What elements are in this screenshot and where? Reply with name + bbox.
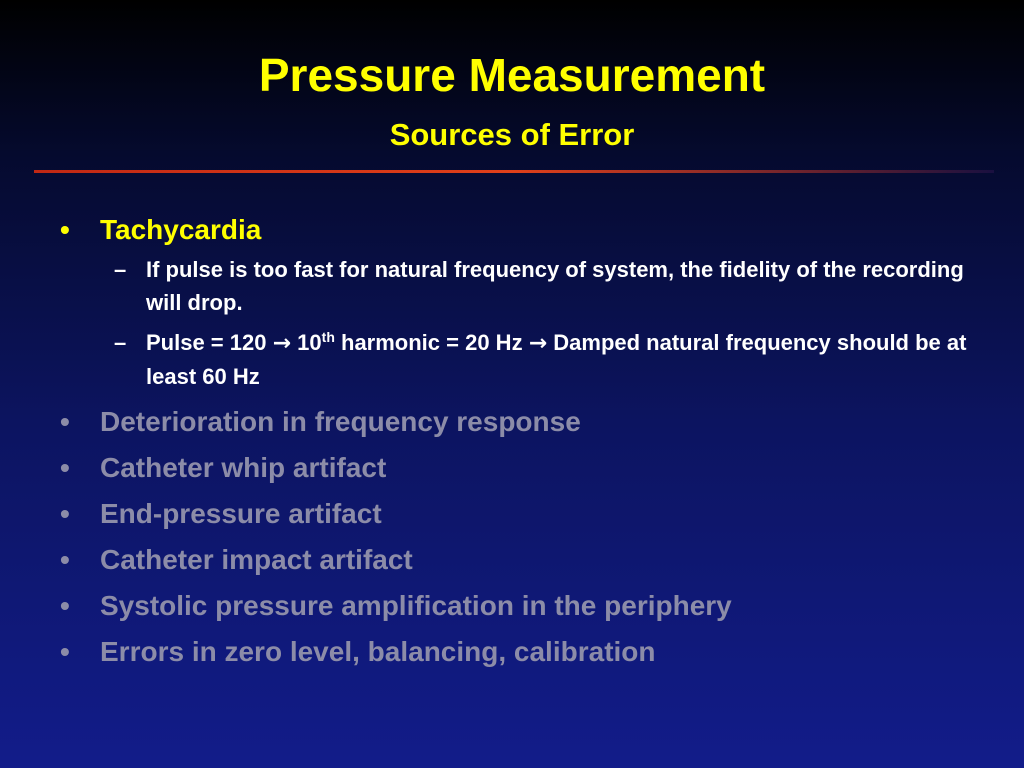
ordinal-superscript: th	[321, 329, 335, 345]
bullet-marker: •	[60, 498, 70, 529]
bullet-frequency-response	[58, 404, 978, 439]
bullet-zero-level-errors	[58, 634, 978, 669]
sub-bullet-harmonic	[100, 326, 978, 393]
title-divider	[34, 170, 994, 173]
sub-bullet-text-part4: Damped natural frequency should be at least 60 Hz	[146, 330, 967, 389]
sub-bullet-text-part2: 10	[297, 330, 322, 355]
sub-bullet-text: If pulse is too fast for natural frequency of system, the fidelity of the recording will drop.	[146, 257, 964, 315]
bullet-catheter-impact	[58, 542, 978, 577]
right-arrow-icon: →	[272, 331, 292, 356]
right-arrow-icon: →	[528, 331, 548, 356]
bullet-text: Tachycardia	[100, 214, 262, 245]
sub-bullet-text-part1: Pulse = 120	[146, 330, 267, 355]
bullet-text: Deterioration in frequency response	[100, 406, 581, 437]
bullet-text: Errors in zero level, balancing, calibration	[100, 636, 656, 667]
bullet-marker: •	[60, 544, 70, 575]
slide-title: Pressure Measurement	[258, 49, 766, 101]
bullet-list	[58, 212, 978, 680]
bullet-systolic-amplification	[58, 588, 978, 623]
bullet-text: Catheter whip artifact	[100, 452, 387, 483]
bullet-catheter-whip	[58, 450, 978, 485]
bullet-text: End-pressure artifact	[100, 498, 382, 529]
bullet-marker: •	[60, 452, 70, 483]
sub-bullet-marker: –	[114, 257, 127, 282]
sub-bullet-list	[100, 253, 978, 393]
bullet-marker: •	[60, 590, 70, 621]
slide-subtitle: Sources of Error	[389, 117, 635, 152]
bullet-text: Catheter impact artifact	[100, 544, 413, 575]
bullet-marker: •	[60, 406, 70, 437]
sub-bullet-text-part3: harmonic = 20 Hz	[341, 330, 523, 355]
bullet-text: Systolic pressure amplification in the periphery	[100, 590, 732, 621]
bullet-marker: •	[60, 214, 70, 245]
bullet-end-pressure	[58, 496, 978, 531]
bullet-tachycardia	[58, 212, 978, 393]
sub-bullet-fidelity	[100, 253, 978, 319]
bullet-marker: •	[60, 636, 70, 667]
sub-bullet-marker: –	[114, 330, 127, 355]
